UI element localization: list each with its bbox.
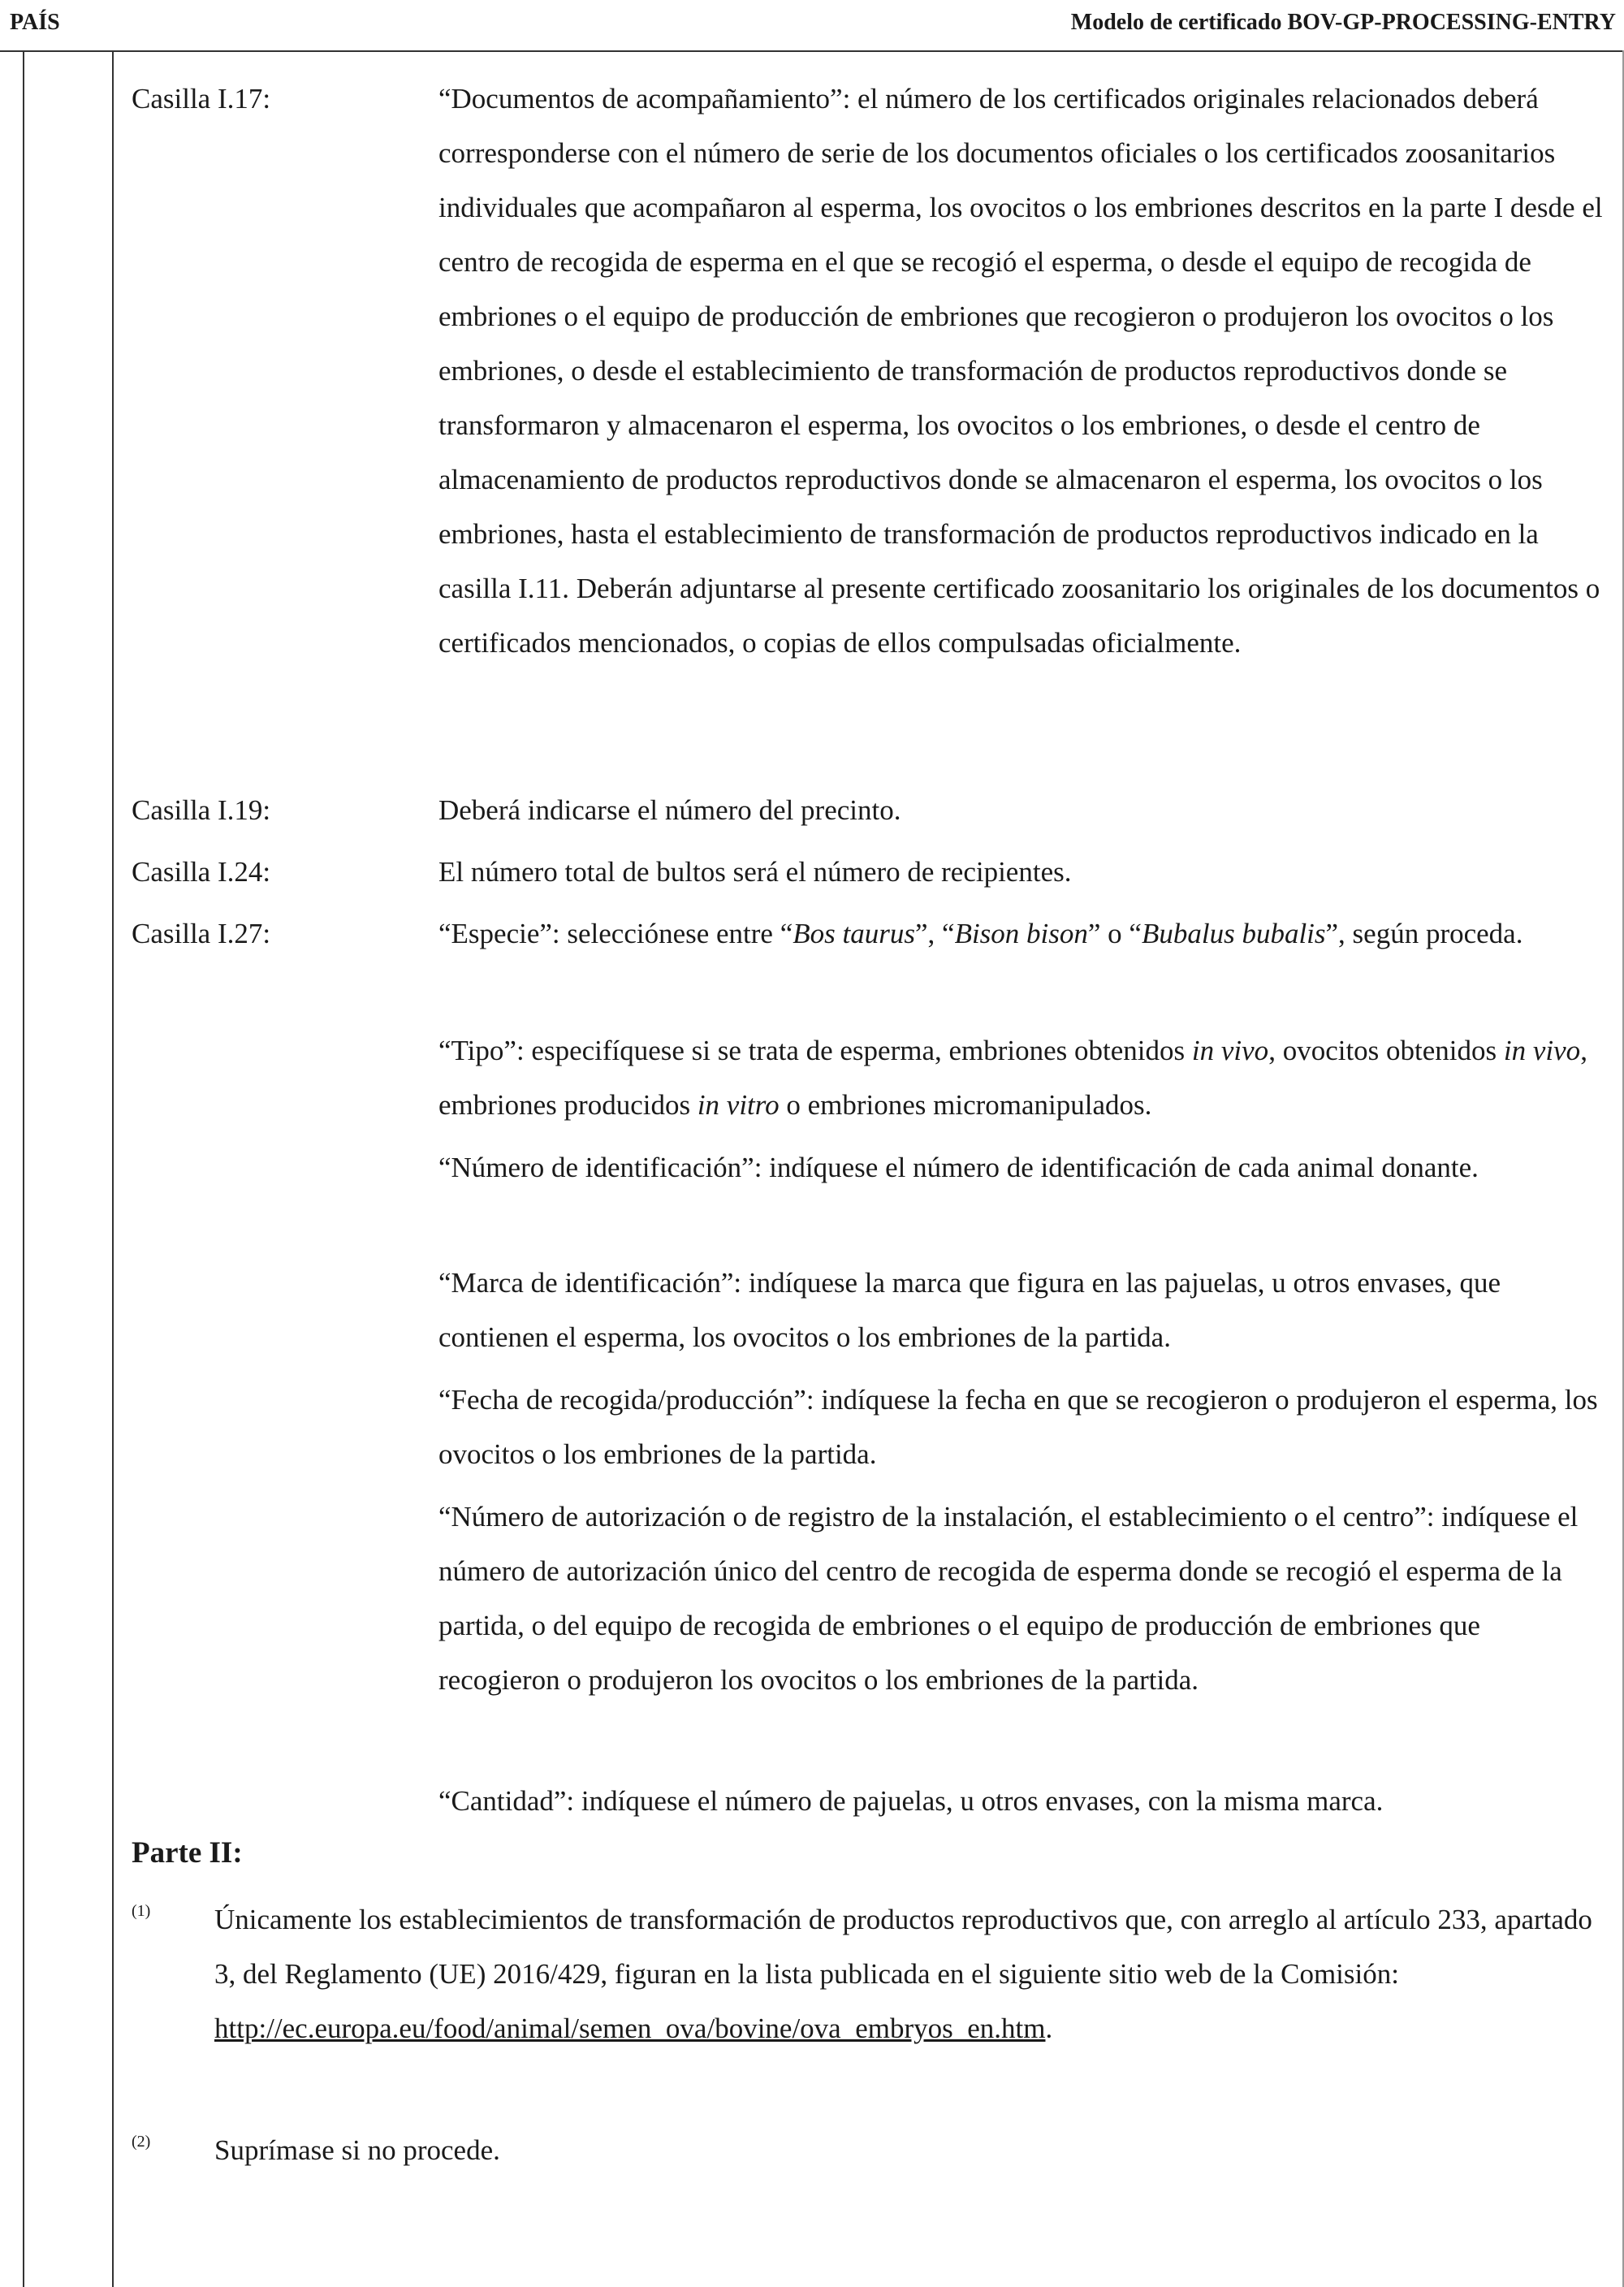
casilla-i27-fecha: “Fecha de recogida/producción”: indíquese la fecha en que se recogieron o produjeron el esperma, los ovocitos o los embriones de la partida.	[438, 1384, 1598, 1470]
casilla-i17-text: “Documentos de acompañamiento”: el número de los certificados originales relacionados deberá corresponderse con el número de serie de los documentos oficiales o los certificados zoosanitarios individuales que acompañaron al esperma, los ovocitos o los embriones descritos en la parte I desde el centro de recogida de esperma en el que se recogió el esperma, o desde el equipo de recogida de embriones o el equipo de producción de embriones que recogieron o produjeron los ovocitos o los embriones, o desde el establecimiento de transformación de productos reproductivos donde se transformaron y almacenaron el esperma, los ovocitos o los embriones, o desde el centro de almacenamiento de productos reproductivos donde se almacenaron el esperma, los ovocitos o los embriones, hasta el establecimiento de transformación de productos reproductivos indicado en la casilla I.11. Deberán adjuntarse al presente certificado zoosanitario los originales de los documentos o certificados mencionados, o copias de ellos compulsadas oficialmente.	[438, 83, 1603, 659]
footnote-2-text: Suprímase si no procede.	[214, 2134, 500, 2166]
parte-ii-title: Parte II:	[132, 1836, 243, 1870]
inner-margin-line	[112, 50, 114, 2287]
casilla-i17-label: Casilla I.17:	[132, 83, 271, 115]
footnote-1-text: Únicamente los establecimientos de transformación de productos reproductivos que, con arreglo al artículo 233, apartado 3, del Reglamento (UE) 2016/429, figuran en la lista publicada en el siguiente sitio web de la Comisión: http://ec.europa.eu/food/animal/semen_ova/bovine/ova_embryos_en.htm.	[214, 1904, 1592, 2044]
casilla-i24-label: Casilla I.24:	[132, 856, 271, 888]
species-bison-bison: Bison bison	[954, 918, 1088, 949]
casilla-i27-numero-identificacion: “Número de identificación”: indíquese el número de identificación de cada animal donante.	[438, 1152, 1479, 1183]
certificate-model-header: Modelo de certificado BOV-GP-PROCESSING-ENTRY	[1070, 10, 1616, 35]
species-bubalus-bubalis: Bubalus bubalis	[1141, 918, 1326, 949]
country-header: PAÍS	[10, 10, 60, 35]
casilla-i27-tipo: “Tipo”: especifíquese si se trata de esperma, embriones obtenidos in vivo, ovocitos obtenidos in vivo, embriones producidos in vitro o embriones micromanipulados.	[438, 1035, 1587, 1121]
casilla-i27-autorizacion: “Número de autorización o de registro de la instalación, el establecimiento o el centro”: indíquese el número de autorización único del centro de recogida de esperma donde se recogió el esperma de la partida, o del equipo de recogida de embriones o el equipo de producción de embriones que recogieron o produjeron los ovocitos o los embriones de la partida.	[438, 1501, 1579, 1696]
casilla-i27-cantidad: “Cantidad”: indíquese el número de pajuelas, u otros envases, con la misma marca.	[438, 1785, 1384, 1817]
species-bos-taurus: Bos taurus	[793, 918, 915, 949]
casilla-i27-label: Casilla I.27:	[132, 918, 271, 949]
top-rule	[0, 50, 1624, 52]
casilla-i24-text: El número total de bultos será el número de recipientes.	[438, 856, 1072, 888]
commission-website-link[interactable]: http://ec.europa.eu/food/animal/semen_ova/bovine/ova_embryos_en.htm	[214, 2012, 1046, 2044]
footnote-2-marker: (2)	[132, 2133, 151, 2151]
casilla-i27-especie: “Especie”: selecciónese entre “Bos taurus”, “Bison bison” o “Bubalus bubalis”, según proceda.	[438, 918, 1523, 949]
casilla-i19-label: Casilla I.19:	[132, 794, 271, 826]
casilla-i19-text: Deberá indicarse el número del precinto.	[438, 794, 901, 826]
casilla-i27-marca-identificacion: “Marca de identificación”: indíquese la marca que figura en las pajuelas, u otros envases, que contienen el esperma, los ovocitos o los embriones de la partida.	[438, 1267, 1501, 1353]
footnote-1-marker: (1)	[132, 1902, 151, 1920]
left-margin-line	[23, 50, 24, 2287]
